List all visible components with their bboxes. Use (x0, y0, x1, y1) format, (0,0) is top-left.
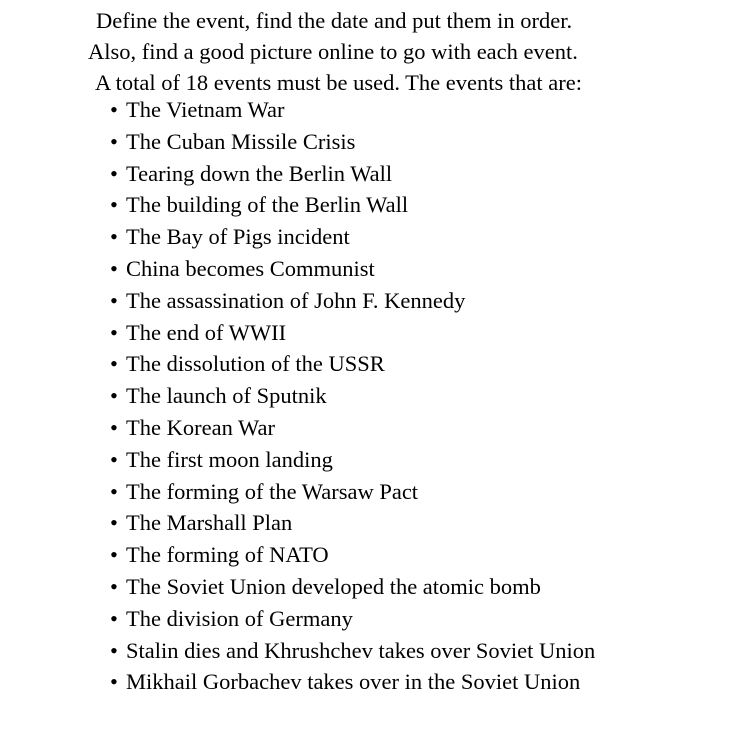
event-text: The assassination of John F. Kennedy (126, 287, 466, 313)
event-item (110, 126, 730, 158)
event-text: The Soviet Union developed the atomic bomb (126, 573, 541, 599)
event-item (110, 444, 730, 476)
event-text: The Korean War (126, 414, 275, 440)
event-text: The first moon landing (126, 446, 333, 472)
bullet-icon: • (110, 192, 118, 218)
bullet-icon: • (110, 383, 118, 409)
event-item (110, 317, 730, 349)
event-text: Tearing down the Berlin Wall (126, 160, 393, 186)
bullet-icon: • (110, 351, 118, 377)
event-item (110, 221, 730, 253)
event-text: The launch of Sputnik (126, 383, 327, 409)
event-list (110, 94, 730, 698)
bullet-icon: • (110, 510, 118, 536)
event-item (110, 507, 730, 539)
event-item (110, 571, 730, 603)
event-item (110, 603, 730, 635)
event-item (110, 539, 730, 571)
bullet-icon: • (110, 478, 118, 504)
instruction-line: Define the event, find the date and put them in order. (96, 8, 573, 33)
event-text: The forming of NATO (126, 542, 329, 568)
event-item (110, 158, 730, 190)
instruction-line: Also, find a good picture online to go with each event. (88, 39, 578, 64)
event-text: China becomes Communist (126, 255, 375, 281)
event-item (110, 380, 730, 412)
bullet-icon: • (110, 97, 118, 122)
event-text: Stalin dies and Khrushchev takes over Soviet Union (126, 637, 596, 663)
bullet-icon: • (110, 160, 118, 186)
event-item (110, 666, 730, 698)
event-item (110, 253, 730, 285)
instruction-line: A total of 18 events must be used. The events that are: (95, 70, 582, 95)
bullet-icon: • (110, 605, 118, 631)
bullet-icon: • (110, 255, 118, 281)
event-item (110, 189, 730, 221)
bullet-icon: • (110, 128, 118, 154)
bullet-icon: • (110, 573, 118, 599)
event-text: The Vietnam War (126, 97, 285, 122)
event-text: The division of Germany (126, 605, 353, 631)
event-text: The forming of the Warsaw Pact (126, 478, 419, 504)
event-text: The end of WWII (126, 319, 287, 345)
bullet-icon: • (110, 446, 118, 472)
bullet-icon: • (110, 542, 118, 568)
event-item (110, 412, 730, 444)
event-item (110, 94, 730, 126)
bullet-icon: • (110, 414, 118, 440)
event-item (110, 285, 730, 317)
event-item (110, 476, 730, 508)
bullet-icon: • (110, 319, 118, 345)
event-item (110, 348, 730, 380)
bullet-icon: • (110, 287, 118, 313)
bullet-icon: • (110, 669, 118, 695)
event-item (110, 635, 730, 667)
bullet-icon: • (110, 224, 118, 250)
event-text: The dissolution of the USSR (126, 351, 385, 377)
event-text: The Marshall Plan (126, 510, 293, 536)
event-text: The Cuban Missile Crisis (126, 128, 356, 154)
bullet-icon: • (110, 637, 118, 663)
instructions (0, 5, 750, 98)
event-text: The building of the Berlin Wall (126, 192, 409, 218)
event-text: The Bay of Pigs incident (126, 224, 350, 250)
event-text: Mikhail Gorbachev takes over in the Soviet Union (126, 669, 581, 695)
